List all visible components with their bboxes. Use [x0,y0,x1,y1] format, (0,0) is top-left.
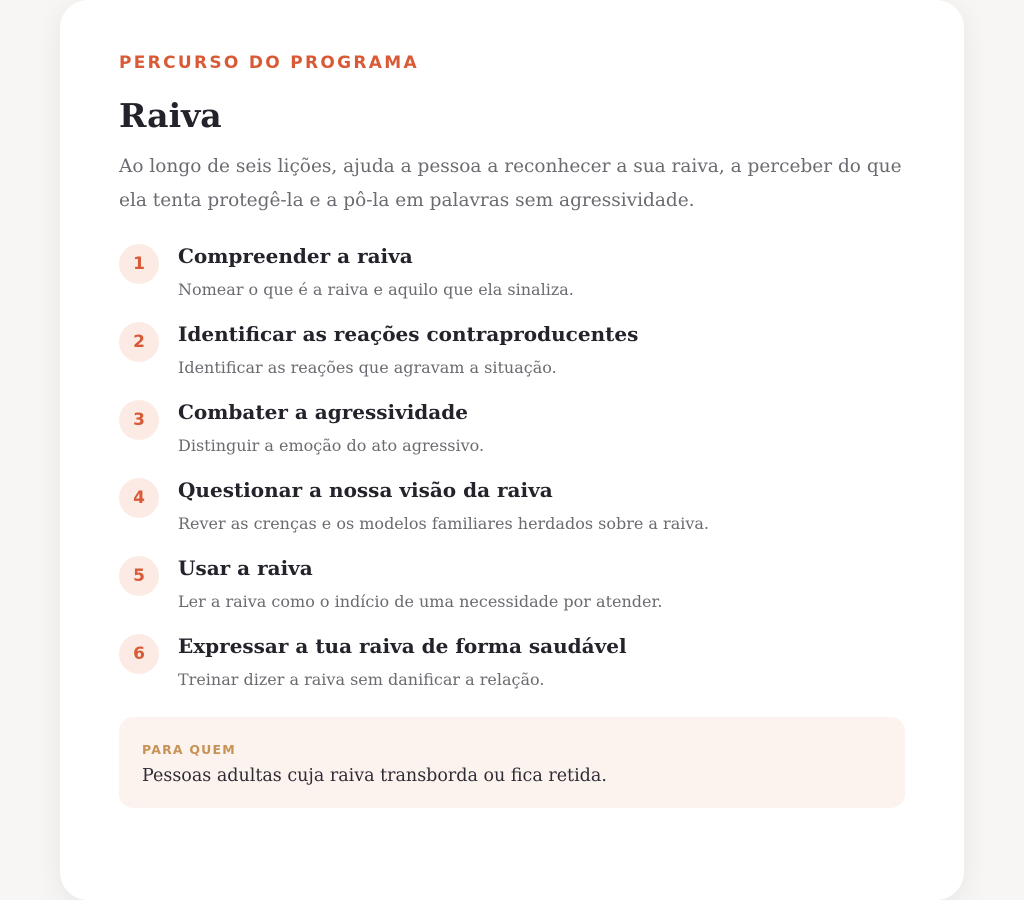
program-title: Raiva [119,96,222,135]
program-card [60,0,964,900]
lesson-title: Expressar a tua raiva de forma saudável [178,634,627,658]
audience-label: PARA QUEM [142,742,236,757]
lesson-item [119,322,905,400]
lesson-title: Combater a agressividade [178,400,468,424]
audience-text: Pessoas adultas cuja raiva transborda ou fica retida. [142,766,607,786]
lesson-item [119,634,905,712]
lesson-title: Identificar as reações contraproducentes [178,322,639,346]
lesson-subtitle: Rever as crenças e os modelos familiares herdados sobre a raiva. [178,514,710,533]
lesson-title: Usar a raiva [178,556,313,580]
lesson-subtitle: Identificar as reações que agravam a situação. [178,358,557,377]
lesson-title: Questionar a nossa visão da raiva [178,478,553,502]
lesson-subtitle: Distinguir a emoção do ato agressivo. [178,436,485,455]
lesson-item [119,556,905,634]
program-eyebrow: PERCURSO DO PROGRAMA [119,53,419,73]
lesson-number-badge: 4 [119,478,159,518]
lesson-list [119,244,905,712]
lesson-subtitle: Treinar dizer a raiva sem danificar a relação. [178,670,545,689]
lesson-number-badge: 6 [119,634,159,674]
lesson-item [119,478,905,556]
lesson-number-badge: 2 [119,322,159,362]
lesson-number-badge: 3 [119,400,159,440]
lesson-item [119,400,905,478]
audience-box [119,717,905,808]
lesson-subtitle: Ler a raiva como o indício de uma necessidade por atender. [178,592,663,611]
lesson-number-badge: 1 [119,244,159,284]
program-description: Ao longo de seis lições, ajuda a pessoa a reconhecer a sua raiva, a perceber do que ela tenta protegê-la e a pô-la em palavras sem agressividade. [119,156,902,211]
lesson-number-badge: 5 [119,556,159,596]
lesson-item [119,244,905,322]
lesson-title: Compreender a raiva [178,244,413,268]
lesson-subtitle: Nomear o que é a raiva e aquilo que ela sinaliza. [178,280,574,299]
